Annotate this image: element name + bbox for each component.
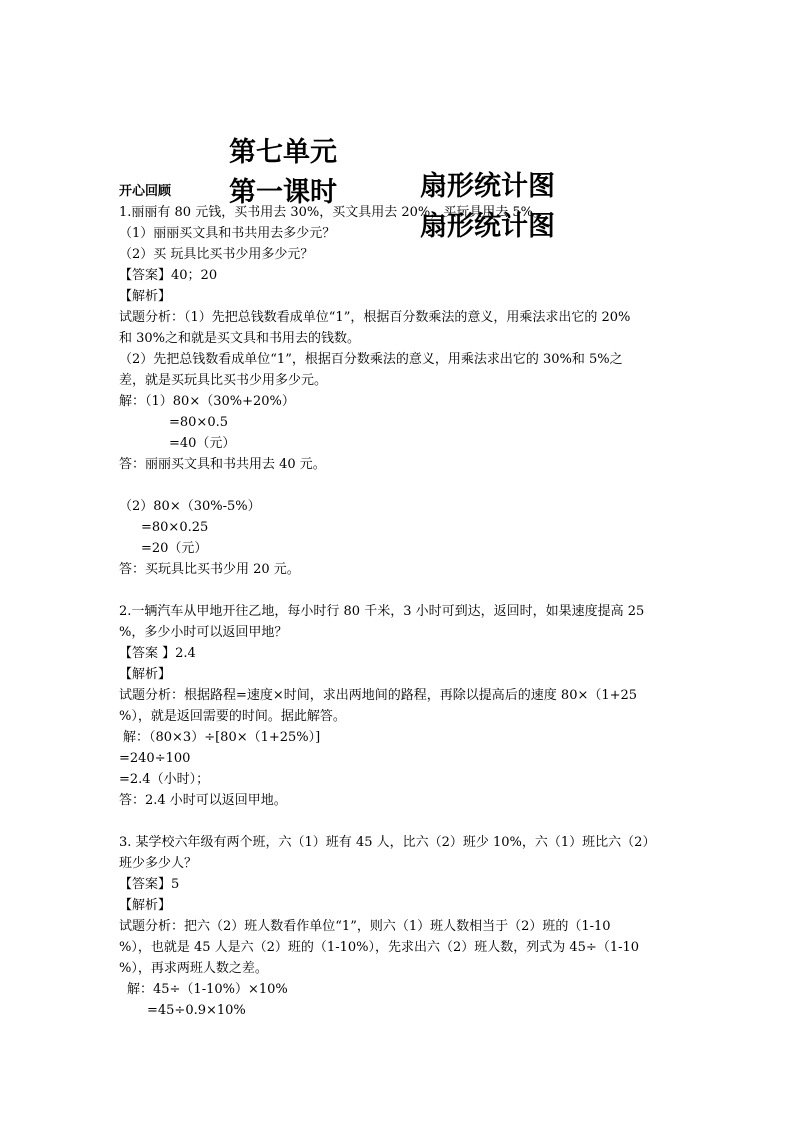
section-title: 开心回顾 (119, 184, 172, 199)
q3-stem: 3. 某学校六年级有两个班，六（1）班有 45 人，比六（2）班少 10%，六（1）班比六（2） (119, 835, 656, 850)
q1-solution-line: （2）80×（30%-5%） (119, 499, 261, 514)
q2-solution-answer: 答：2.4 小时可以返回甲地。 (119, 793, 287, 808)
q3-analysis-line: %），再求两班人数之差。 (119, 961, 268, 976)
q1-analysis-line: （2）先把总钱数看成单位“1”，根据百分数乘法的意义，用乘法求出它的 30%和 5%之 (119, 352, 623, 367)
unit-label: 第七单元 (229, 137, 337, 168)
q2-analysis-label: 【解析】 (119, 667, 172, 682)
q3-stem: 班少多少人？ (119, 856, 198, 871)
q1-sub2: （2）买 玩具比买书少用多少元？ (119, 247, 314, 262)
q2-solution-line: =2.4（小时）； (119, 772, 210, 787)
q3-solution-line: =45÷0.9×10% (147, 1003, 246, 1018)
q1-stem: 1.丽丽有 80 元钱，买书用去 30%，买文具用去 20%，买玩具用去 5%。 (119, 205, 547, 220)
q1-solution-answer: 答：丽丽买文具和书共用去 40 元。 (119, 457, 326, 472)
q2-analysis-line: %），就是返回需要的时间。据此解答。 (119, 709, 346, 724)
q1-answer: 【答案】40；20 (119, 268, 218, 283)
q1-solution-line: =80×0.25 (141, 520, 209, 535)
q3-analysis-line: 试题分析：把六（2）班人数看作单位“1”，则六（1）班人数相当于（2）班的（1-10 (119, 919, 611, 934)
q1-solution-line: =40（元） (169, 436, 236, 451)
lesson-topic: 扇形统计图 (420, 211, 555, 242)
q2-stem: 2.一辆汽车从甲地开往乙地，每小时行 80 千米，3 小时可到达，返回时，如果速度提高 25 (119, 604, 645, 619)
q1-solution-line: 解：（1）80×（30%+20%） (119, 394, 295, 409)
lesson-label: 第一课时 (229, 177, 337, 208)
q1-analysis-line: 试题分析：（1）先把总钱数看成单位“1”，根据百分数乘法的意义，用乘法求出它的 20% (119, 310, 631, 325)
q2-analysis-line: 试题分析：根据路程=速度×时间，求出两地间的路程，再除以提高后的速度 80×（1+25 (119, 688, 638, 703)
q1-analysis-line: 和 30%之和就是买文具和书用去的钱数。 (119, 331, 361, 346)
q1-solution-line: =20（元） (141, 541, 208, 556)
q2-answer: 【答案 】2.4 (119, 646, 196, 661)
q2-solution-line: 解：（80×3）÷[80×（1+25%）] (123, 730, 321, 745)
q3-solution-line: 解：45÷（1-10%）×10% (127, 982, 288, 997)
q1-sub1: （1）丽丽买文具和书共用去多少元？ (119, 226, 336, 241)
q3-answer: 【答案】5 (119, 877, 180, 892)
q3-analysis-label: 【解析】 (119, 898, 172, 913)
unit-topic: 扇形统计图 (420, 171, 555, 202)
spacer (119, 811, 679, 832)
document-body (119, 181, 679, 1021)
q1-analysis-line: 差，就是买玩具比买书少用多少元。 (119, 373, 328, 388)
spacer (119, 475, 679, 496)
q1-analysis-label: 【解析】 (119, 289, 172, 304)
q2-stem: %，多少小时可以返回甲地？ (119, 625, 288, 640)
q1-solution-line: =80×0.5 (169, 415, 229, 430)
q2-solution-line: =240÷100 (119, 751, 191, 766)
q3-analysis-line: %），也就是 45 人是六（2）班的（1-10%），先求出六（2）班人数，列式为 45÷（1-10 (119, 940, 640, 955)
spacer (119, 580, 679, 601)
q1-solution-answer: 答：买玩具比买书少用 20 元。 (119, 562, 300, 577)
